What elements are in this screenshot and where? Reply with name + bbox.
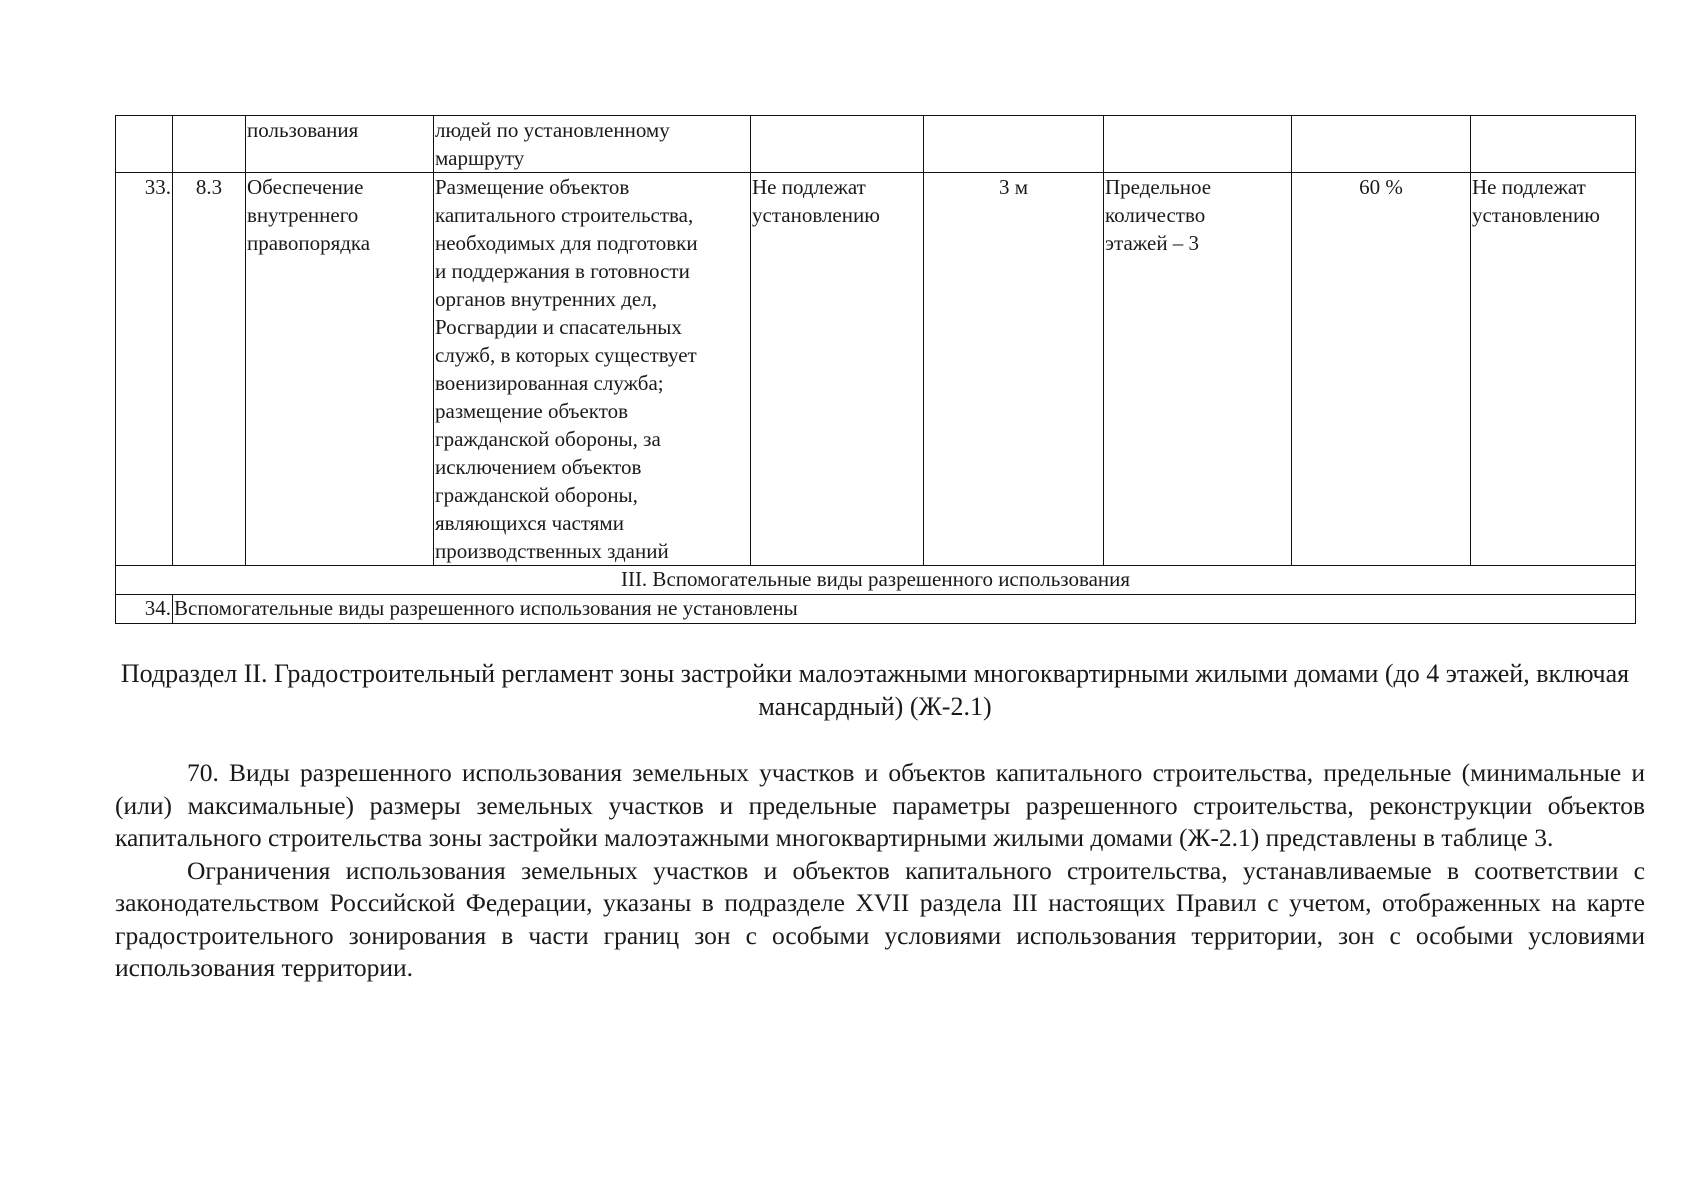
table-row-33	[116, 173, 1636, 566]
table-section-row	[116, 566, 1636, 595]
regulation-table	[115, 115, 1636, 624]
plot-size-cell: Не подлежат установлению	[751, 173, 924, 566]
coverage-cell: 60 %	[1292, 173, 1471, 566]
table-cell	[1471, 116, 1636, 173]
body-text	[115, 757, 1645, 985]
table-cell	[924, 116, 1104, 173]
table-cell	[1104, 116, 1292, 173]
table-cell	[173, 116, 246, 173]
table-cell	[1292, 116, 1471, 173]
paragraph: 70. Виды разрешенного использования земельных участков и объектов капитального строительства, предельные (минимальные и (или) максимальные) размеры земельных участков и предельные параметры разрешенного строительства, реконструкции объектов капитального строительства зоны застройки малоэтажными многоквартирными жилыми домами (Ж-2.1) представлены в таблице 3.	[115, 758, 1645, 852]
use-name: Обеспечение внутреннего правопорядка	[246, 173, 434, 566]
row-number: 34.	[116, 595, 173, 624]
subsection-title: Подраздел II. Градостроительный регламент зоны застройки малоэтажными многоквартирными жилыми домами (до 4 этажей, включая мансардный) (Ж-2.1)	[120, 659, 1630, 721]
table-row-34	[116, 595, 1636, 624]
table-row-continued	[116, 116, 1636, 173]
table-cell: людей по установленному маршруту	[434, 116, 751, 173]
floors-cell: Предельное количество этажей – 3	[1104, 173, 1292, 566]
row-34-text: Вспомогательные виды разрешенного использования не установлены	[173, 595, 1636, 624]
section-heading: III. Вспомогательные виды разрешенного использования	[116, 566, 1636, 595]
row-number: 33.	[116, 173, 173, 566]
setback-cell: 3 м	[924, 173, 1104, 566]
use-code: 8.3	[173, 173, 246, 566]
other-params-cell: Не подлежат установлению	[1471, 173, 1636, 566]
use-description: Размещение объектов капитального строительства, необходимых для подготовки и поддержания в готовности органов внутренних дел, Росгвардии и спасательных служб, в которых существует военизированная служба; размещение объектов гражданской обороны, за исключением объектов гражданской обороны, являющихся частями производственных зданий	[434, 173, 751, 566]
table-cell	[751, 116, 924, 173]
table-cell: пользования	[246, 116, 434, 173]
table-cell	[116, 116, 173, 173]
paragraph: Ограничения использования земельных участков и объектов капитального строительства, устанавливаемые в соответствии с законодательством Российской Федерации, указаны в подразделе XVII раздела III настоящих Правил с учетом, отображенных на карте градостроительного зонирования в части границ зон с особыми условиями использования территории, зон с особыми условиями использования территории.	[115, 855, 1645, 982]
